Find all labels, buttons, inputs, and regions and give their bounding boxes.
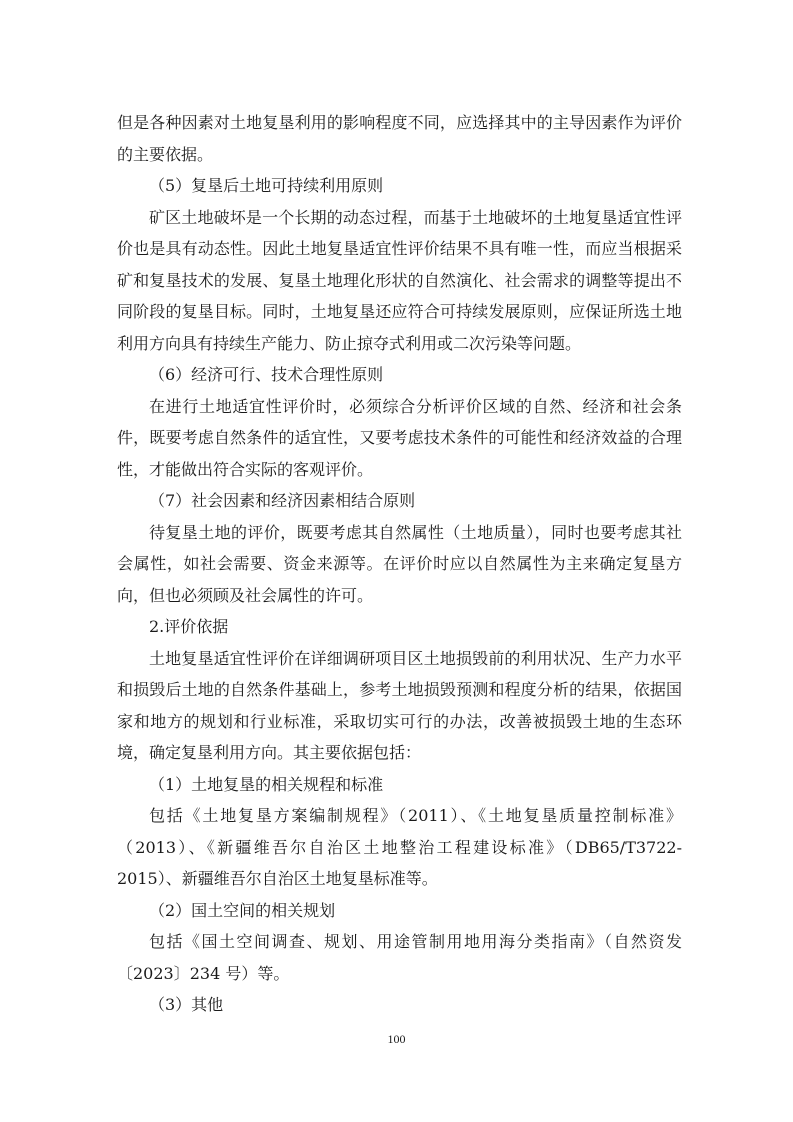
paragraph-continuation: 但是各种因素对土地复垦利用的影响程度不同，应选择其中的主导因素作为评价的主要依据。: [117, 113, 682, 164]
paragraph-standards: 包括《土地复垦方案编制规程》（2011）、《土地复垦质量控制标准》（2013）、《新疆维吾尔自治区土地整治工程建设标准》（DB65/T3722-2015）、新疆维吾尔自治区土地复垦标准等。: [117, 806, 682, 888]
subheading-standards: （1）土地复垦的相关规程和标准: [149, 774, 384, 794]
section-heading-5: （5）复垦后土地可持续利用原则: [149, 176, 384, 195]
paragraph-evaluation-basis: 土地复垦适宜性评价在详细调研项目区土地损毁前的利用状况、生产力水平和损毁后土地的自然条件基础上，参考土地损毁预测和程度分析的结果，依据国家和地方的规划和行业标准，采取切实可行的办法，改善被损毁土地的生态环境，确定复垦利用方向。其主要依据包括：: [117, 648, 682, 762]
section-heading-6: （6）经济可行、技术合理性原则: [149, 365, 384, 384]
section-heading-7: （7）社会因素和经济因素相结合原则: [149, 491, 416, 510]
paragraph-sustainable-use: 矿区土地破坏是一个长期的动态过程，而基于土地破坏的土地复垦适宜性评价也是具有动态性。因此土地复垦适宜性评价结果不具有唯一性，而应当根据采矿和复垦技术的发展、复垦土地理化形状的自然演化、社会需求的调整等提出不同阶段的复垦目标。同时，土地复垦还应符合可持续发展原则，应保证所选土地利用方向具有持续生产能力、防止掠夺式利用或二次污染等问题。: [117, 207, 682, 353]
paragraph-social-economic: 待复垦土地的评价，既要考虑其自然属性（土地质量），同时也要考虑其社会属性，如社会需要、资金来源等。在评价时应以自然属性为主来确定复垦方向，但也必须顾及社会属性的许可。: [117, 522, 682, 605]
paragraph-planning: 包括《国土空间调查、规划、用途管制用地用海分类指南》（自然资发〔2023〕234 号）等。: [117, 932, 682, 983]
paragraph-economic-technical: 在进行土地适宜性评价时，必须综合分析评价区域的自然、经济和社会条件，既要考虑自然条件的适宜性，又要考虑技术条件的可能性和经济效益的合理性，才能做出符合实际的客观评价。: [117, 396, 682, 479]
section-heading-evaluation-basis: 2.评价依据: [149, 617, 229, 636]
subheading-planning: （2）国土空间的相关规划: [149, 900, 336, 920]
document-body: [117, 107, 682, 1021]
page-number: 100: [387, 1032, 406, 1046]
subheading-other: （3）其他: [149, 995, 224, 1014]
